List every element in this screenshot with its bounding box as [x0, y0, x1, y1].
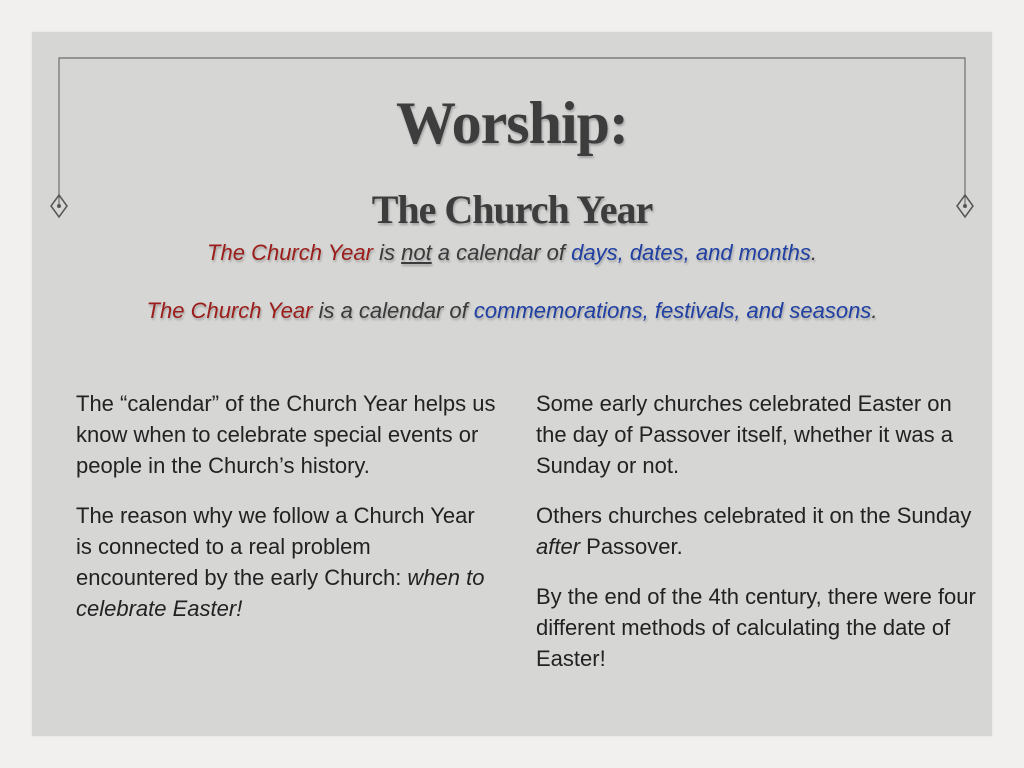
tagline1-not: not	[401, 240, 432, 265]
tagline2-commemorations: commemorations, festivals, and seasons	[473, 298, 872, 323]
tagline-not-a-calendar	[0, 240, 1024, 266]
slide-subtitle: The Church Year	[371, 187, 653, 232]
tagline1-period: .	[810, 240, 817, 265]
tagline2-is-a-calendar-of: is a calendar of	[312, 298, 474, 323]
left-paragraph-2-italic: when to celebrate Easter!	[76, 565, 485, 621]
right-column	[536, 388, 976, 693]
right-paragraph-1: Some early churches celebrated Easter on the day of Passover itself, whether it was a Sunday or not.	[536, 391, 953, 478]
right-paragraph-2	[536, 500, 976, 562]
tagline-is-a-calendar	[0, 298, 1024, 324]
tagline2-period: .	[871, 298, 878, 323]
tagline1-calendar-of: a calendar of	[431, 240, 572, 265]
slide-title: Worship:	[395, 90, 629, 156]
left-paragraph-2-text: The reason why we follow a Church Year is connected to a real problem encountered by the early Church:	[76, 503, 475, 590]
tagline1-days-dates-months: days, dates, and months	[571, 240, 811, 265]
right-paragraph-2-after: after	[536, 534, 581, 559]
left-paragraph-2	[76, 500, 496, 624]
left-column	[76, 388, 496, 643]
right-paragraph-2c: Passover.	[580, 534, 683, 559]
tagline1-subject: The Church Year	[207, 240, 373, 265]
tagline2-subject: The Church Year	[146, 298, 313, 323]
tagline1-is: is	[372, 240, 402, 265]
left-paragraph-1: The “calendar” of the Church Year helps us know when to celebrate special events or people in the Church’s history.	[76, 391, 496, 478]
right-paragraph-2a: Others churches celebrated it on the Sunday	[536, 503, 972, 528]
right-paragraph-3: By the end of the 4th century, there were four different methods of calculating the date of Easter!	[536, 584, 976, 671]
